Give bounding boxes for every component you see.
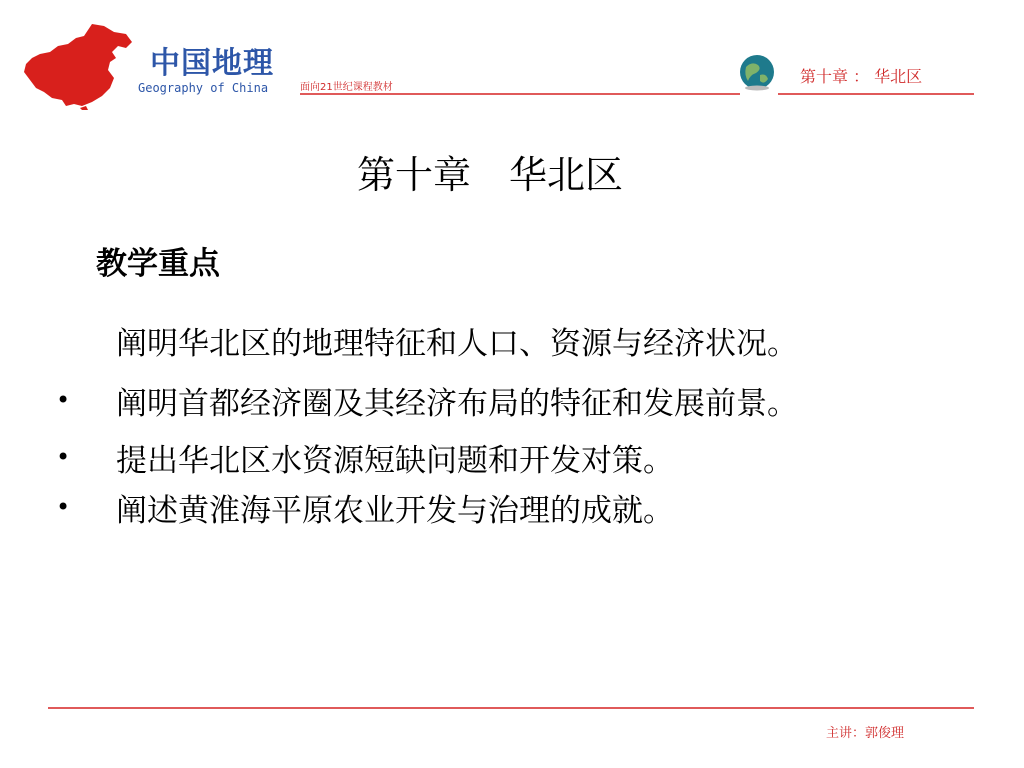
china-map-icon — [22, 22, 134, 110]
tagline: 面向21世纪课程教材 — [300, 82, 393, 93]
bullet-marker: • — [56, 386, 71, 414]
brand-title: 中国地理 — [150, 46, 274, 81]
bullet-marker: • — [56, 493, 71, 521]
slide-header — [0, 0, 1024, 115]
point-text: 阐明华北区的地理特征和人口、资源与经济状况。 — [116, 326, 798, 362]
globe-icon — [738, 53, 776, 91]
header-divider-right — [778, 93, 974, 95]
section-heading: 教学重点 — [96, 246, 220, 282]
point-text: 阐明首都经济圈及其经济布局的特征和发展前景。 — [116, 386, 798, 422]
slide-title: 第十章 华北区 — [356, 153, 623, 197]
point-text: 阐述黄淮海平原农业开发与治理的成就。 — [116, 493, 674, 529]
header-divider-left — [300, 93, 740, 95]
presenter-label: 主讲：郭俊理 — [826, 726, 905, 741]
bullet-marker: • — [56, 443, 71, 471]
brand-subtitle: Geography of China — [138, 81, 269, 95]
point-text: 提出华北区水资源短缺问题和开发对策。 — [116, 443, 674, 479]
chapter-tag: 第十章 ： 华北区 — [800, 67, 923, 86]
footer-divider — [48, 707, 974, 709]
